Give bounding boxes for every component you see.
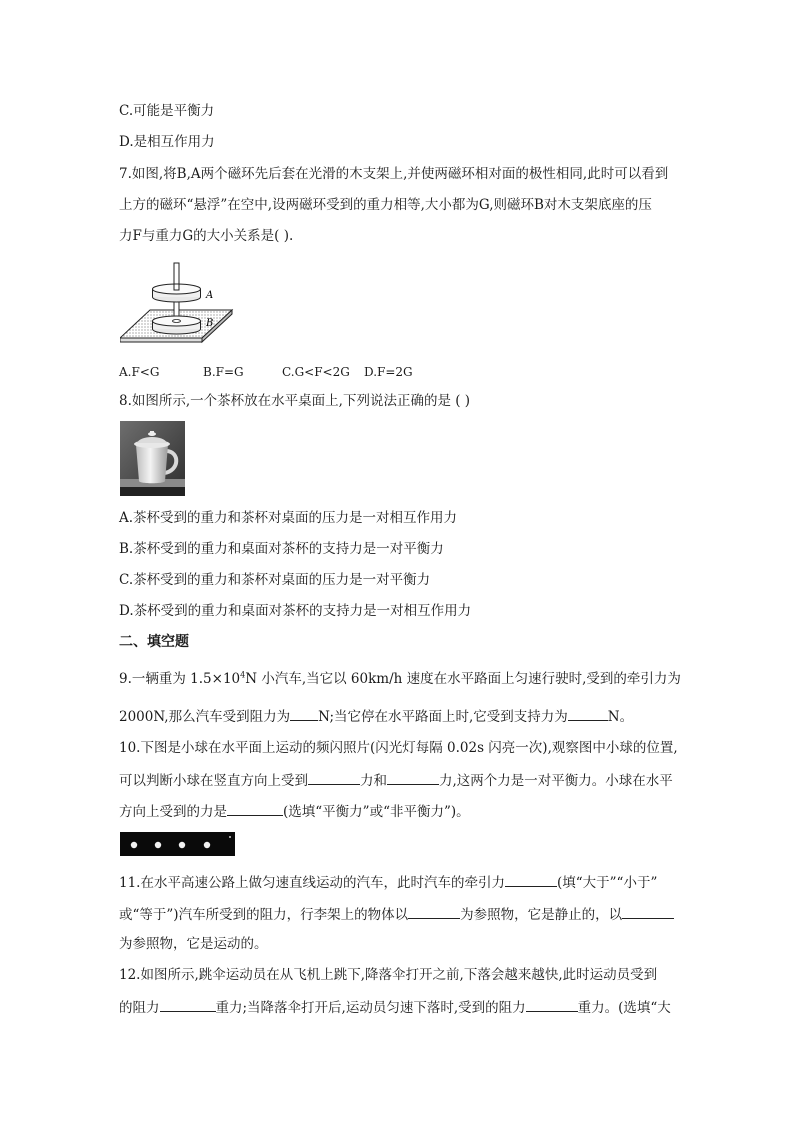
ball-position <box>204 842 210 848</box>
q11-blank-2[interactable] <box>408 904 460 919</box>
q8-option-c: C.茶杯受到的重力和茶杯对桌面的压力是一对平衡力 <box>119 572 431 588</box>
q11-line3: 为参照物，它是运动的。 <box>119 936 268 952</box>
q10-line3: 方向上受到的力是 (选填“平衡力”或“非平衡力”)。 <box>119 801 470 821</box>
q12-line1: 12.如图所示,跳伞运动员在从飞机上跳下,降落伞打开之前,下落会越来越快,此时运动员受到 <box>119 967 658 983</box>
ball-position <box>155 842 161 848</box>
q7-option-a: A.F<G <box>119 365 160 379</box>
q8-stem: 8.如图所示,一个茶杯放在水平桌面上,下列说法正确的是 ( ) <box>119 393 471 409</box>
q10-blank-3[interactable] <box>227 801 283 816</box>
q12-blank-1[interactable] <box>160 997 216 1012</box>
tea-cup-photo <box>120 421 185 496</box>
q11-blank-1[interactable] <box>505 872 557 887</box>
q12-line2: 的阻力 重力;当降落伞打开后,运动员匀速下落时,受到的阻力 重力。(选填“大 <box>119 997 671 1017</box>
q8-option-d: D.茶杯受到的重力和桌面对茶杯的支持力是一对相互作用力 <box>119 603 472 619</box>
q9-line1: 9.一辆重为 $1.5\times 10^4N$ 小汽车,当它以 60km/h 速度在水平路面上匀速行驶时,受到的牵引力为 <box>119 670 681 687</box>
q7-stem-line1: 7.如图,将B,A两个磁环先后套在光滑的木支架上,并使两磁环相对面的极性相同,此时可以看到 <box>119 166 669 182</box>
q7-option-d: D.F=2G <box>364 365 413 379</box>
ball-position <box>131 842 137 848</box>
q10-blank-1[interactable] <box>308 770 360 785</box>
q7-option-b: B.F=G <box>203 365 244 379</box>
q7-option-c: C.G<F<2G <box>282 365 350 379</box>
q11-blank-3[interactable] <box>622 904 674 919</box>
q10-line1: 10.下图是小球在水平面上运动的频闪照片(闪光灯每隔 0.02s 闪亮一次),观察图中小球的位置, <box>119 740 678 756</box>
q7-stem-line2: 上方的磁环“悬浮”在空中,设两磁环受到的重力相等,大小都为G,则磁环B对木支架底座的压 <box>119 197 652 213</box>
magnet-rings-figure <box>120 260 235 344</box>
q11-line2: 或“等于”)汽车所受到的阻力，行李架上的物体以 为参照物，它是静止的，以 <box>119 904 674 924</box>
q8-option-a: A.茶杯受到的重力和茶杯对桌面的压力是一对相互作用力 <box>119 510 458 526</box>
q12-blank-2[interactable] <box>526 997 578 1012</box>
q7-stem-line3: 力F与重力G的大小关系是( ). <box>119 228 294 244</box>
strobe-photo-ball <box>120 832 235 856</box>
q9-blank-2[interactable] <box>568 706 608 721</box>
q10-blank-2[interactable] <box>387 770 439 785</box>
magnet-ring-a <box>153 284 201 302</box>
q10-line2: 可以判断小球在竖直方向上受到 力和 力,这两个力是一对平衡力。小球在水平 <box>119 770 673 790</box>
q9-line2: 2000N,那么汽车受到阻力为 N;当它停在水平路面上时,它受到支持力为 N。 <box>119 706 633 726</box>
label-a: A <box>206 290 214 301</box>
q6-option-c: C.可能是平衡力 <box>119 103 215 119</box>
q6-option-d: D.是相互作用力 <box>119 134 215 150</box>
q9-blank-1[interactable] <box>290 706 318 721</box>
q8-option-b: B.茶杯受到的重力和桌面对茶杯的支持力是一对平衡力 <box>119 541 444 557</box>
ball-position <box>179 842 185 848</box>
q11-line1: 11.在水平高速公路上做匀速直线运动的汽车，此时汽车的牵引力 (填“大于”“小于” <box>119 872 657 892</box>
section-title-fill-in: 二、填空题 <box>119 634 189 650</box>
magnet-ring-b <box>153 316 201 334</box>
label-b: B <box>206 318 214 329</box>
